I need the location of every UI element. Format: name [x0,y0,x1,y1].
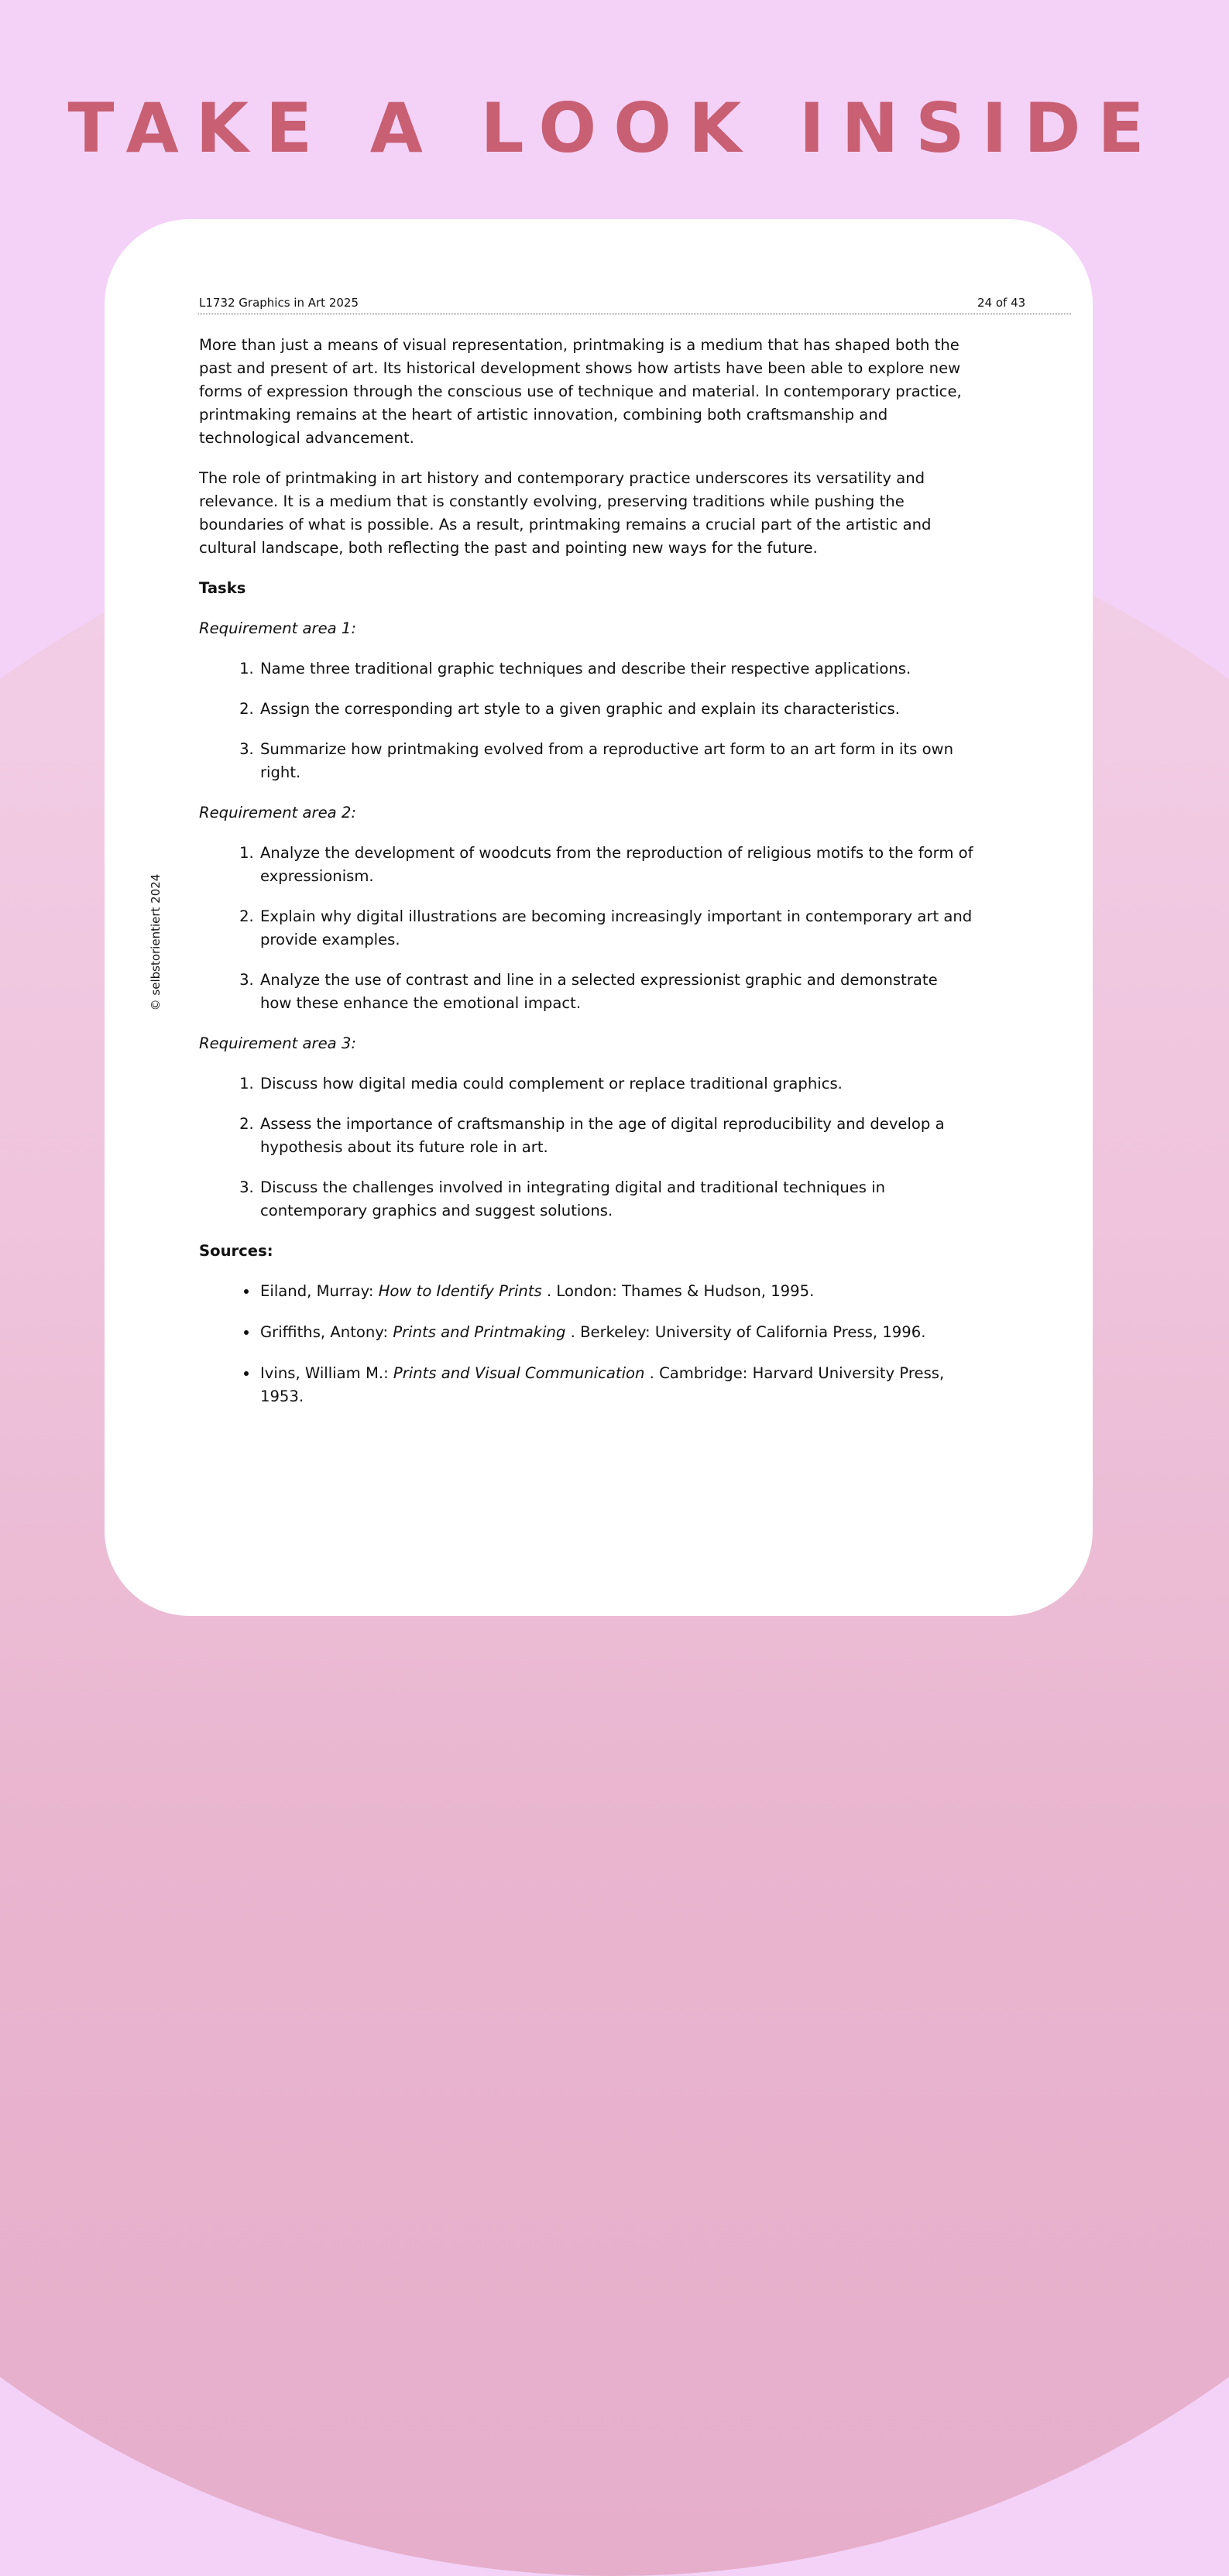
list-item: 2. Assign the corresponding art style to a given graphic and explain its characteristics. [259,698,973,721]
source-author: Griffiths, Antony: [260,1323,393,1341]
source-title: How to Identify Prints [378,1282,542,1300]
source-item [259,1280,973,1303]
tasks-heading: Tasks [199,579,246,597]
document-body [199,334,973,1425]
list-item: 1. Analyze the development of woodcuts from the reproduction of religious motifs to the form of expressionism. [259,842,973,888]
source-author: Eiland, Murray: [260,1282,379,1300]
source-title: Prints and Printmaking [393,1323,566,1341]
source-item [259,1362,973,1408]
sources-list [199,1280,973,1408]
requirement-area-3-list [199,1072,973,1223]
list-item: 3. Analyze the use of contrast and line in a selected expressionist graphic and demonstrate how these enhance the emotional impact. [259,969,973,1015]
page-indicator: 24 of 43 [977,296,1026,310]
source-title: Prints and Visual Communication [393,1364,645,1382]
requirement-area-1-label: Requirement area 1: [199,619,356,637]
document-header-title: L1732 Graphics in Art 2025 [199,296,359,310]
source-author: Ivins, William M.: [260,1364,393,1382]
sources-heading: Sources: [199,1242,273,1260]
list-item: 2. Assess the importance of craftsmanship in the age of digital reproducibility and develop a hypothesis about its future role in art. [259,1113,973,1159]
source-publication: . London: Thames & Hudson, 1995. [541,1282,815,1300]
list-item: 1. Discuss how digital media could complement or replace traditional graphics. [259,1072,973,1096]
list-item: 3. Summarize how printmaking evolved from a reproductive art form to an art form in its own right. [259,738,973,784]
banner-title: TAKE A LOOK INSIDE [67,87,1162,168]
list-item: 3. Discuss the challenges involved in integrating digital and traditional techniques in contemporary graphics and suggest solutions. [259,1176,973,1223]
requirement-area-3-label: Requirement area 3: [199,1034,356,1052]
document-header [198,295,1071,314]
list-item: 1. Name three traditional graphic techniques and describe their respective applications. [259,657,973,681]
requirement-area-2-list [199,842,973,1015]
intro-paragraph-2: The role of printmaking in art history and contemporary practice underscores its versatility and relevance. It is a medium that is constantly evolving, preserving traditions while pushing the boundaries of what is possible. As a result, printmaking remains a crucial part of the artistic and cultural landscape, both reflecting the past and pointing new ways for the future. [199,469,932,557]
copyright-notice: © selbstorientiert 2024 [149,873,163,1011]
list-item: 2. Explain why digital illustrations are becoming increasingly important in contemporary art and provide examples. [259,905,973,952]
intro-paragraph-1: More than just a means of visual representation, printmaking is a medium that has shaped both the past and present of art. Its historical development shows how artists have been able to explore new forms of expression through the conscious use of technique and material. In contemporary practice, printmaking remains at the heart of artistic innovation, combining both craftsmanship and technological advancement. [199,336,962,447]
requirement-area-1-list [199,657,973,784]
source-publication: . Berkeley: University of California Press, 1996. [565,1323,926,1341]
requirement-area-2-label: Requirement area 2: [199,804,356,822]
source-publication: . Cambridge: Harvard University Press, 1953. [260,1364,945,1405]
source-item [259,1321,973,1344]
